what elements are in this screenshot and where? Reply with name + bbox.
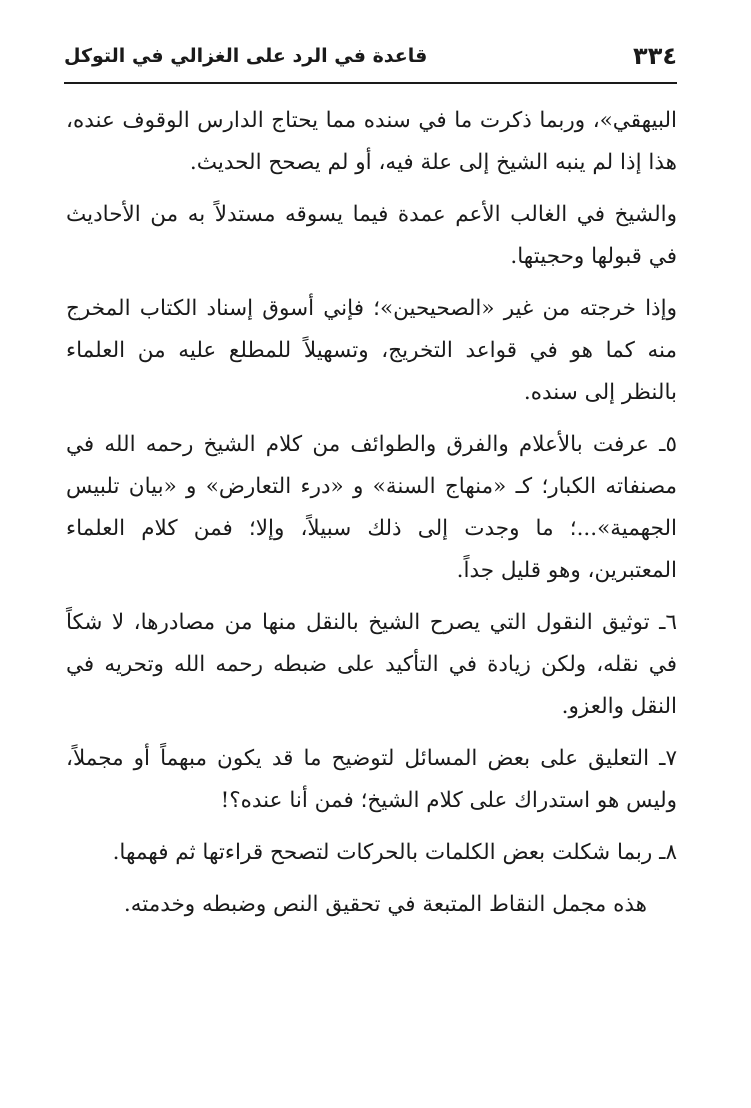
paragraph-item-6: ٦ـ توثيق النقول التي يصرح الشيخ بالنقل منها من مصادرها، لا شكاً في نقله، ولكن زيادة في التأكيد على ضبطه رحمه الله وتحريه في النقل والعزو.	[66, 610, 677, 719]
paragraph-1: البيهقي»، وربما ذكرت ما في سنده مما يحتاج الدارس الوقوف عنده، هذا إذا لم ينبه الشيخ إلى علة فيه، أو لم يصحح الحديث.	[66, 108, 677, 175]
paragraph-2: والشيخ في الغالب الأعم عمدة فيما يسوقه مستدلاً به من الأحاديث في قبولها وحجيتها.	[66, 202, 677, 269]
paragraph-3: وإذا خرجته من غير «الصحيحين»؛ فإني أسوق إسناد الكتاب المخرج منه كما هو في قواعد التخريج، وتسهيلاً للمطلع عليه من العلماء بالنظر إلى سنده.	[66, 296, 677, 405]
paragraph-item-5: ٥ـ عرفت بالأعلام والفرق والطوائف من كلام الشيخ رحمه الله في مصنفاته الكبار؛ كـ «منهاج السنة» و «درء التعارض» و «بيان تلبيس الجهمية»...؛ ما وجدت إلى ذلك سبيلاً، وإلا؛ فمن كلام العلماء المعتبرين، وهو قليل جداً.	[66, 432, 677, 583]
running-head	[64, 36, 677, 76]
running-title: قاعدة في الرد على الغزالي في التوكل	[64, 45, 428, 67]
page-number: ٣٣٤	[633, 42, 677, 70]
body-text	[66, 100, 677, 936]
paragraph-item-7: ٧ـ التعليق على بعض المسائل لتوضيح ما قد يكون مبهماً أو مجملاً، وليس هو استدراك على كلام الشيخ؛ فمن أنا عنده؟!	[66, 746, 677, 813]
header-divider	[64, 82, 677, 84]
closing-line: هذه مجمل النقاط المتبعة في تحقيق النص وضبطه وخدمته.	[123, 892, 647, 917]
paragraph-item-8: ٨ـ ربما شكلت بعض الكلمات بالحركات لتصحح قراءتها ثم فهمها.	[112, 840, 677, 865]
